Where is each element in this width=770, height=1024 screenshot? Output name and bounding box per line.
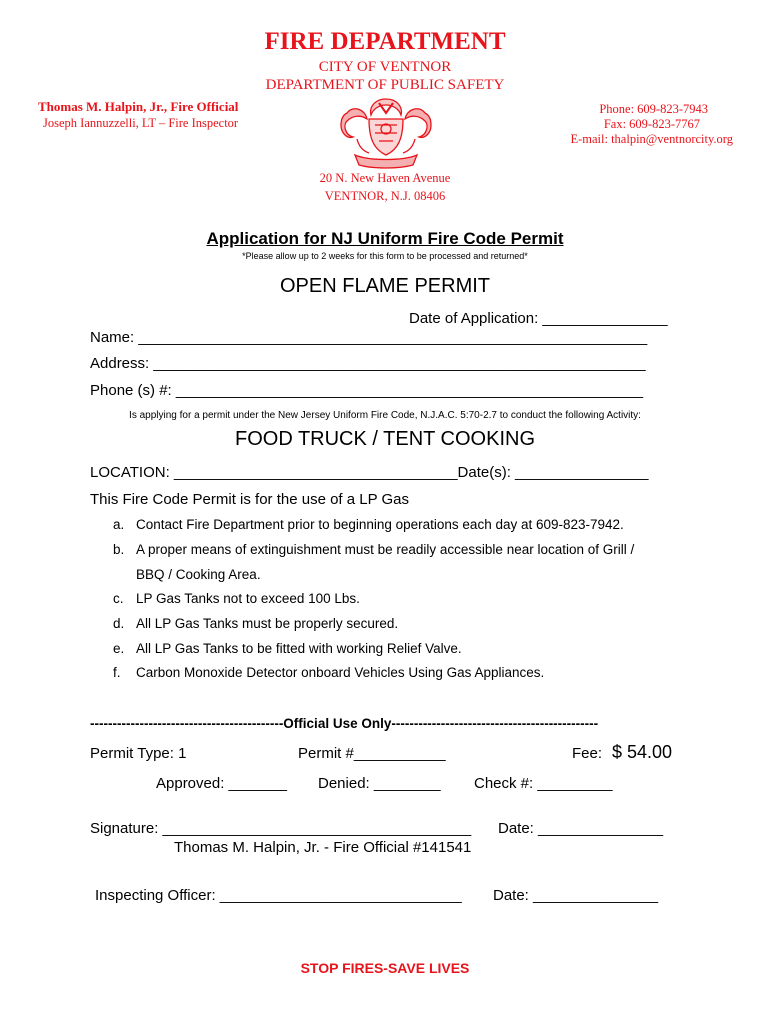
applying-statement: Is applying for a permit under the New Jersey Uniform Fire Code, N.J.A.C. 5:70-2.7 to conduct the following Activity: — [129, 410, 641, 421]
approved-field[interactable]: Approved: _______ — [156, 775, 287, 792]
email-address: E-mail: thalpin@ventnorcity.org — [570, 132, 733, 146]
date-of-application-field[interactable]: Date of Application: _______________ — [409, 310, 668, 327]
fee-value: $ 54.00 — [612, 742, 673, 762]
list-item: All LP Gas Tanks must be properly secured. — [136, 616, 399, 631]
list-item: All LP Gas Tanks to be fitted with working Relief Valve. — [136, 641, 462, 656]
phone-number: Phone: 609-823-7943 — [599, 102, 708, 116]
name-field[interactable]: Name: _____________________________________________________________ — [90, 329, 648, 346]
address-field[interactable]: Address: ___________________________________________________________ — [90, 355, 646, 372]
fee-label: Fee: — [572, 745, 603, 762]
list-item-letter: b. — [113, 542, 125, 557]
inspecting-officer-field[interactable]: Inspecting Officer: _____________________________ — [95, 887, 462, 904]
inspecting-date-field[interactable]: Date: _______________ — [493, 887, 659, 904]
list-item: A proper means of extinguishment must be readily accessible near location of Grill / — [136, 542, 635, 557]
city-name: CITY OF VENTNOR — [318, 59, 452, 75]
permit-name: OPEN FLAME PERMIT — [279, 275, 491, 297]
permit-type: Permit Type: 1 — [90, 745, 187, 762]
city-seal-icon — [335, 95, 437, 170]
lp-gas-intro: This Fire Code Permit is for the use of a LP Gas — [90, 491, 410, 508]
signatory-name: Thomas M. Halpin, Jr. - Fire Official #141541 — [174, 839, 472, 856]
official-use-divider: -------------------------------------------Official Use Only---------------------------------------------- — [90, 716, 599, 731]
list-item-letter: d. — [113, 616, 125, 631]
fire-official-name: Thomas M. Halpin, Jr., Fire Official — [38, 99, 239, 114]
list-item-letter: a. — [113, 517, 125, 532]
form-title: Application for NJ Uniform Fire Code Permit — [206, 229, 564, 248]
list-item: Contact Fire Department prior to beginning operations each day at 609-823-7942. — [136, 517, 624, 532]
check-number-field[interactable]: Check #: _________ — [474, 775, 613, 792]
signature-field[interactable]: Signature: _____________________________________ — [90, 820, 472, 837]
location-date-field[interactable]: LOCATION: __________________________________Date(s): ________________ — [90, 464, 649, 481]
list-item-letter: c. — [113, 591, 124, 606]
signature-date-field[interactable]: Date: _______________ — [498, 820, 664, 837]
denied-field[interactable]: Denied: ________ — [318, 775, 441, 792]
fire-inspector-name: Joseph Iannuzzelli, LT – Fire Inspector — [43, 116, 239, 130]
page-title: FIRE DEPARTMENT — [264, 28, 506, 55]
processing-note: *Please allow up to 2 weeks for this form to be processed and returned* — [242, 251, 528, 261]
address-line-1: 20 N. New Haven Avenue — [319, 171, 451, 185]
footer-slogan: STOP FIRES-SAVE LIVES — [300, 960, 470, 976]
fax-number: Fax: 609-823-7767 — [603, 117, 700, 131]
list-item-letter: e. — [113, 641, 125, 656]
list-item: LP Gas Tanks not to exceed 100 Lbs. — [136, 591, 360, 606]
list-item-continued: BBQ / Cooking Area. — [136, 567, 261, 582]
activity-title: FOOD TRUCK / TENT COOKING — [234, 428, 536, 450]
phone-field[interactable]: Phone (s) #: ________________________________________________________ — [90, 382, 644, 399]
address-line-2: VENTNOR, N.J. 08406 — [324, 189, 446, 203]
list-item-letter: f. — [113, 665, 121, 680]
list-item: Carbon Monoxide Detector onboard Vehicles Using Gas Appliances. — [136, 665, 545, 680]
permit-number-field[interactable]: Permit #___________ — [298, 745, 446, 762]
department-name: DEPARTMENT OF PUBLIC SAFETY — [265, 77, 505, 93]
